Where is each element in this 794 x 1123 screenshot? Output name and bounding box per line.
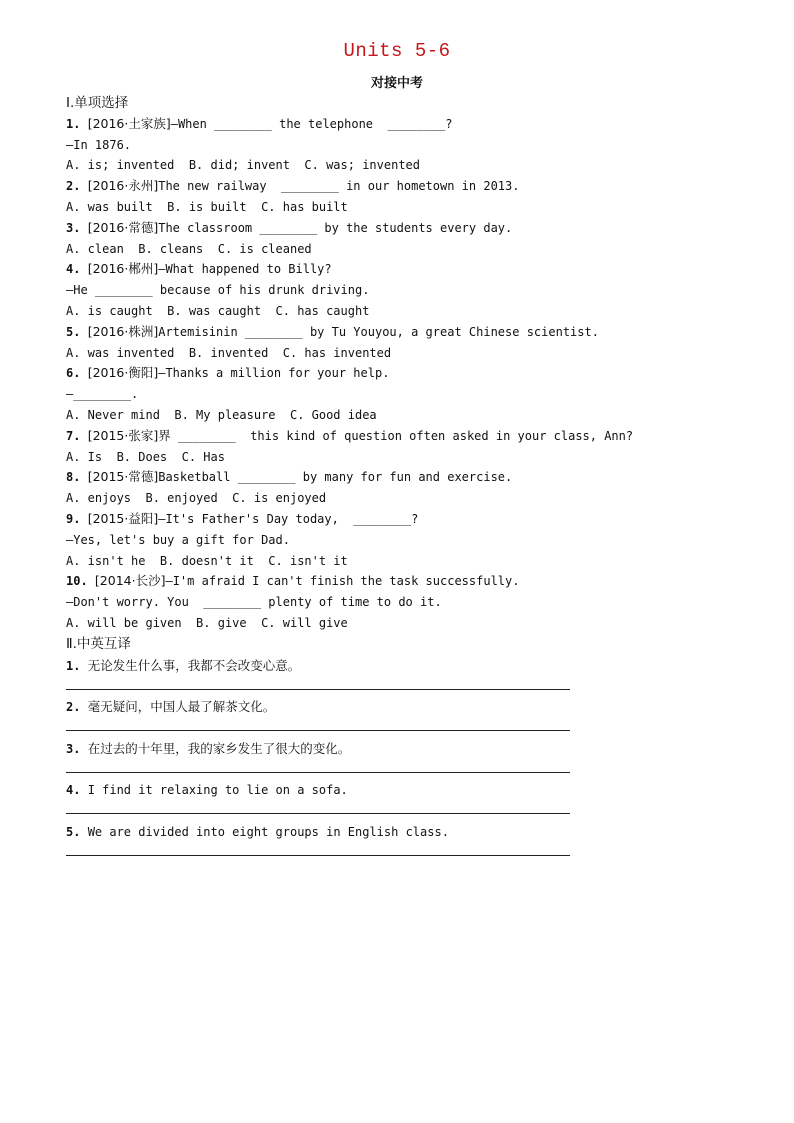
- question-line: [66, 509, 746, 530]
- question-text: —Don't worry. You ________ plenty of time to do it.: [66, 595, 442, 610]
- translation-text: 毫无疑问，中国人最了解茶文化。: [87, 699, 276, 715]
- translation-item: [66, 821, 746, 863]
- question-number: 3.: [66, 220, 81, 235]
- question-source: [2016·土家族]: [87, 115, 171, 131]
- question-item: [66, 426, 746, 468]
- question-options: A. is; invented B. did; invent C. was; invented: [66, 158, 421, 173]
- question-source: [2015·常德]: [87, 469, 159, 485]
- question-item: [66, 114, 746, 176]
- translation-text: I find it relaxing to lie on a sofa.: [87, 783, 348, 798]
- question-line: [66, 467, 746, 488]
- question-line: [66, 322, 746, 343]
- question-source: [2016·永州]: [87, 178, 159, 194]
- question-text: —It's Father's Day today, ________?: [158, 511, 419, 526]
- question-line: [66, 135, 746, 156]
- question-source: [2016·常德]: [87, 219, 159, 235]
- question-text: —He ________ because of his drunk driving.: [66, 283, 370, 298]
- translation-item: [66, 655, 746, 697]
- question-item: [66, 176, 746, 218]
- translation-prompt: [66, 696, 746, 718]
- question-source: [2015·益阳]: [87, 510, 159, 526]
- question-item: [66, 571, 746, 633]
- question-source: [2016·株洲]: [87, 323, 159, 339]
- page-title: Units 5-6: [343, 40, 451, 62]
- question-line: [66, 280, 746, 301]
- translation-number: 1.: [66, 658, 81, 673]
- question-line: [66, 384, 746, 405]
- answer-blank-line[interactable]: [66, 730, 570, 731]
- translation-prompt: [66, 738, 746, 760]
- question-text: —Thanks a million for your help.: [158, 366, 390, 381]
- answer-blank-line[interactable]: [66, 689, 570, 690]
- answer-blank-line[interactable]: [66, 855, 570, 856]
- question-source: [2015·张家]界: [87, 427, 171, 443]
- translation-list: [66, 655, 746, 863]
- question-text: ________ this kind of question often asked in your class, Ann?: [170, 428, 634, 443]
- translation-prompt: [66, 779, 746, 801]
- question-options: A. is caught B. was caught C. has caught: [66, 303, 370, 318]
- question-line: [66, 426, 746, 447]
- question-source: [2016·郴州]: [87, 261, 159, 277]
- translation-text: 在过去的十年里，我的家乡发生了很大的变化。: [87, 740, 351, 756]
- question-options: A. isn't he B. doesn't it C. isn't it: [66, 553, 348, 568]
- question-text: —I'm afraid I can't finish the task successfully.: [165, 574, 520, 589]
- question-text: Artemisinin ________ by Tu Youyou, a great Chinese scientist.: [158, 324, 599, 339]
- question-text: Basketball ________ by many for fun and exercise.: [158, 470, 513, 485]
- translation-number: 4.: [66, 783, 81, 798]
- question-text: The new railway ________ in our hometown in 2013.: [158, 179, 520, 194]
- question-options: A. enjoys B. enjoyed C. is enjoyed: [66, 491, 327, 506]
- question-item: [66, 467, 746, 509]
- question-number: 6.: [66, 366, 81, 381]
- question-line: [66, 530, 746, 551]
- question-number: 9.: [66, 511, 81, 526]
- question-text: —What happened to Billy?: [158, 262, 332, 277]
- translation-number: 3.: [66, 741, 81, 756]
- question-line: [66, 259, 746, 280]
- answer-blank-line[interactable]: [66, 813, 570, 814]
- question-line: [66, 592, 746, 613]
- question-options: A. clean B. cleans C. is cleaned: [66, 241, 312, 256]
- question-number: 10.: [66, 574, 88, 589]
- question-number: 4.: [66, 262, 81, 277]
- translation-text: 无论发生什么事，我都不会改变心意。: [87, 657, 301, 673]
- question-number: 8.: [66, 470, 81, 485]
- question-line: [66, 218, 746, 239]
- question-number: 7.: [66, 428, 81, 443]
- translation-item: [66, 696, 746, 738]
- translation-number: 5.: [66, 824, 81, 839]
- question-options: A. will be given B. give C. will give: [66, 615, 348, 630]
- translation-text: We are divided into eight groups in English class.: [87, 824, 449, 839]
- section-heading-part1: Ⅰ.单项选择: [66, 95, 129, 111]
- question-line: [66, 363, 746, 384]
- question-text: —When ________ the telephone ________?: [170, 116, 453, 131]
- question-options: A. was built B. is built C. has built: [66, 199, 348, 214]
- question-text: —In 1876.: [66, 137, 132, 152]
- question-source: [2014·长沙]: [94, 573, 166, 589]
- question-number: 2.: [66, 179, 81, 194]
- page-subtitle: 对接中考: [370, 76, 423, 91]
- multiple-choice-list: [66, 114, 746, 634]
- answer-blank-line[interactable]: [66, 772, 570, 773]
- translation-prompt: [66, 821, 746, 843]
- translation-prompt: [66, 655, 746, 677]
- question-line: [66, 114, 746, 135]
- question-item: [66, 218, 746, 260]
- question-text: —Yes, let's buy a gift for Dad.: [66, 532, 290, 547]
- translation-number: 2.: [66, 700, 81, 715]
- worksheet-content: [66, 93, 746, 862]
- translation-item: [66, 779, 746, 821]
- question-item: [66, 322, 746, 364]
- question-item: [66, 509, 746, 571]
- section-heading-part2: Ⅱ.中英互译: [66, 635, 131, 652]
- question-number: 1.: [66, 116, 81, 131]
- question-number: 5.: [66, 324, 81, 339]
- question-source: [2016·衡阳]: [87, 365, 159, 381]
- question-item: [66, 363, 746, 425]
- translation-item: [66, 738, 746, 780]
- question-options: A. Never mind B. My pleasure C. Good idea: [66, 407, 377, 422]
- question-options: A. was invented B. invented C. has invented: [66, 345, 392, 360]
- question-line: [66, 176, 746, 197]
- question-text: The classroom ________ by the students every day.: [158, 220, 513, 235]
- question-line: [66, 571, 746, 592]
- question-options: A. Is B. Does C. Has: [66, 449, 225, 464]
- question-text: —________.: [66, 387, 139, 402]
- question-item: [66, 259, 746, 321]
